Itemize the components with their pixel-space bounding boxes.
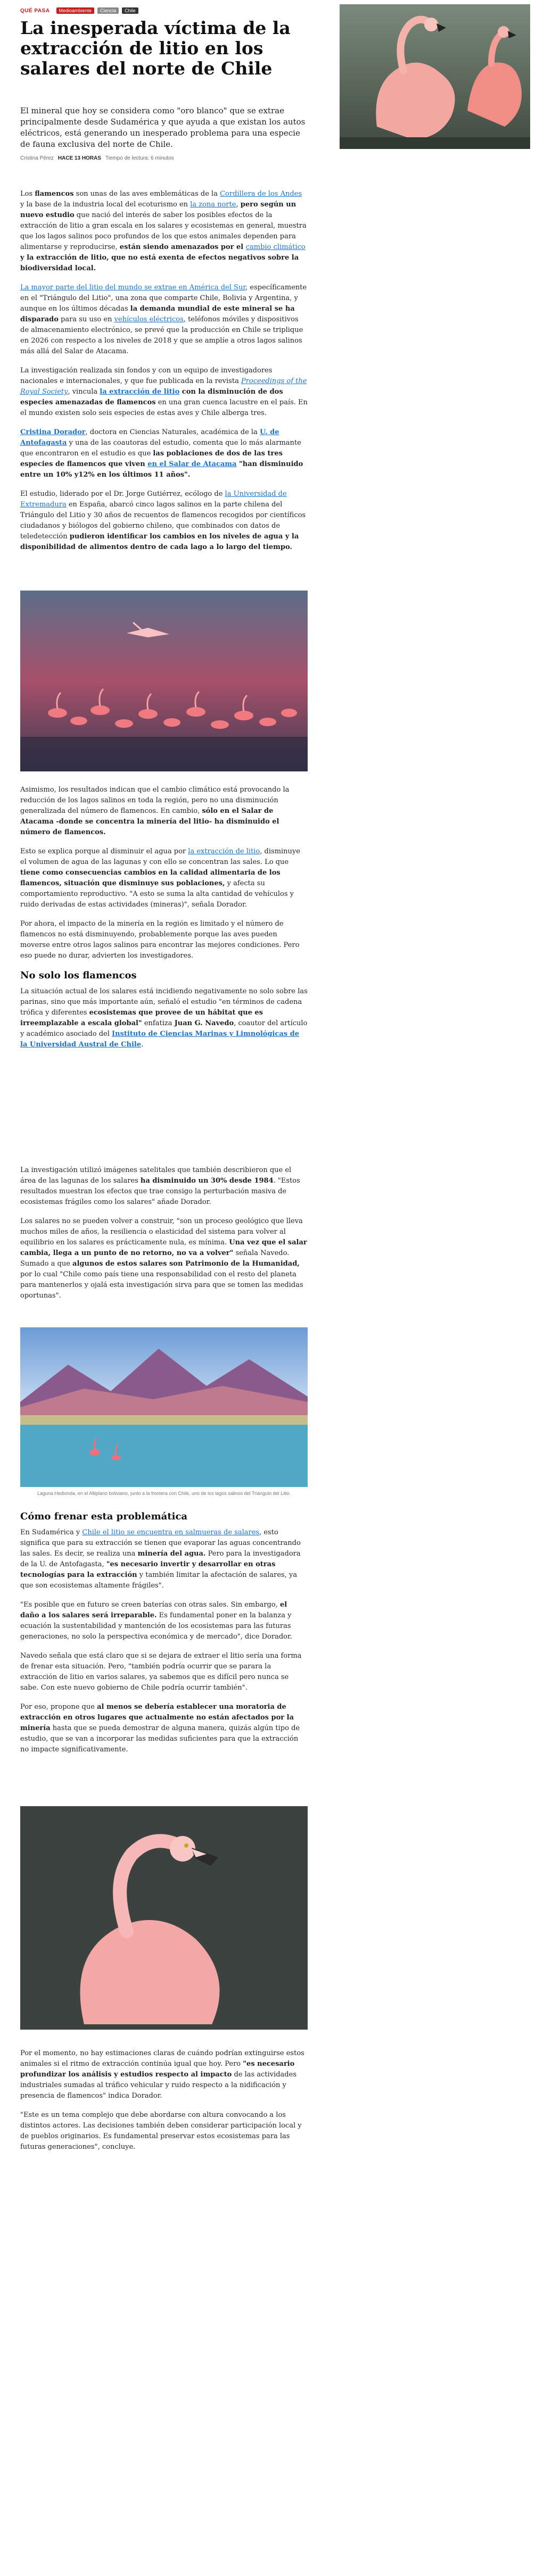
text-run: , doctora en Ciencias Naturales, académica de la — [85, 428, 260, 436]
text-run: Juan G. Navedo — [174, 1019, 234, 1027]
text-run: enfatiza — [142, 1019, 175, 1027]
text-run: y una de las coautoras del estudio, comenta que lo más alarmante que encontraron en el estudio es que — [20, 439, 301, 458]
inline-link[interactable]: vehículos eléctricos — [114, 315, 184, 323]
text-run: en España, abarcó cinco lagos salinos en la parte chilena del Triángulo del Litio y 30 años de recuentos de flamencos recogidos por científicos ciudadanos y biólogos del gobierno chileno, que combinados con datos de teledetección — [20, 501, 306, 541]
inline-link[interactable]: U. de Antofagasta — [20, 428, 279, 447]
text-run: la demanda mundial de este mineral se ha disparado — [20, 305, 295, 323]
text-run: en una gran cuenca lacustre en el país. En el mundo existen solo seis especies de estas aves y Chile alberga tres. — [20, 398, 308, 417]
text-run: "es necesario invertir y desarrollar en otras tecnologías para la extracción — [20, 1560, 276, 1579]
text-run: Por eso, propone que — [20, 1703, 97, 1711]
paragraph — [20, 1165, 308, 1208]
text-run: son unas de las aves emblemáticas de la — [73, 190, 220, 198]
inline-link[interactable]: la Universidad de Extremadura — [20, 490, 287, 509]
article-lead: El mineral que hoy se considera como "oro blanco" que se extrae principalmente desde Sudamérica y que ayuda a que existan los autos eléctricos, está generando un inesperado problema para una especie de fauna exclusiva del norte de Chile. — [20, 106, 306, 149]
inline-link[interactable]: Chile el litio se encuentra en salmueras de salares — [82, 1528, 260, 1536]
article-body-3 — [20, 1165, 308, 1310]
text-run: flamencos — [35, 190, 74, 198]
text-run: ha disminuido un 30% desde 1984 — [140, 1177, 274, 1185]
text-run: "es necesario profundizar los análisis y estudios respecto al impacto — [20, 2060, 295, 2079]
text-run: y también limitar la afectación de salares, ya que son ecosistemas altamente frágiles". — [20, 1571, 298, 1590]
text-run: , esto significa que para su extracción se tienen que evaporar las aguas concentrando las sales. Es decir, se realiza una — [20, 1528, 301, 1558]
text-run: El estudio, liderado por el Dr. Jorge Gutiérrez, ecólogo de — [20, 490, 225, 498]
text-run: Es fundamental poner en la balanza y ecuación la sustentabilidad y mantención de los ecosistemas para las futuras generaciones, no solo la perspectiva económica y de mercado", dice Dorador. — [20, 1611, 292, 1641]
paragraph — [20, 2048, 308, 2101]
text-run: . — [141, 1041, 144, 1049]
text-run: . "Estos resultados muestran los efectos que trae consigo la perturbación masiva de ecosistemas frágiles como los salares" añade Dorador. — [20, 1177, 300, 1206]
text-run: por lo cual "Chile como país tiene una responsabilidad con el resto del planeta para mantenerlos y ojalá esta investigación sirva para que se tomen las medidas oportunas". — [20, 1270, 303, 1300]
text-run: , vincula — [68, 388, 100, 396]
section-link[interactable]: QUÉ PASA — [20, 7, 50, 14]
text-run: "Este es un tema complejo que debe abordarse con altura convocando a los distintos actores. Las decisiones también deben considerar participación local y de pueblos originarios. Es fundamental preservar estos ecosistemas para las futuras generaciones", concluye. — [20, 2111, 302, 2151]
inline-link[interactable]: la extracción de litio — [100, 388, 180, 396]
text-run: , disminuye el volumen de agua de las lagunas y con ello se concentran las sales. Lo que — [20, 847, 300, 866]
flamingo-flock-image — [20, 591, 308, 771]
article-body-4 — [20, 1511, 308, 1764]
laguna-landscape-image — [20, 1327, 308, 1487]
reading-time: Tiempo de lectura: 6 minutos — [105, 155, 174, 161]
text-run: sólo en el Salar de Atacama -donde se concentra la minería del litio- ha disminuido el número de flamencos. — [20, 807, 279, 836]
paragraph — [20, 1702, 308, 1755]
paragraph — [20, 1216, 308, 1301]
inline-link[interactable]: La mayor parte del litio del mundo se extrae en América del Sur — [20, 284, 246, 292]
text-run: minería del agua. — [137, 1550, 206, 1558]
publish-time: HACE 13 HORAS — [57, 155, 101, 161]
tag-chip[interactable]: Chile — [122, 7, 138, 14]
text-run: al menos se debería establecer una moratoria de extracción en otros lugares que actualmente no están afectados por la minería — [20, 1703, 294, 1732]
paragraph — [20, 846, 308, 910]
text-run: con la disminución de dos especies amenazadas de flamencos — [20, 388, 283, 406]
text-run: Por ahora, el impacto de la minería en la región es limitado y el número de flamencos no está disminuyendo, probablemente porque las aves pueden moverse entre otros lagos salinos para encontrar las mejores condiciones. Pero eso puede no durar, advierten los investigadores. — [20, 920, 300, 960]
text-run: En Sudamérica y — [20, 1528, 83, 1536]
paragraph — [20, 1527, 308, 1591]
text-run: Esto se explica porque al disminuir el agua por — [20, 847, 188, 855]
subheading: Cómo frenar esta problemática — [20, 1511, 188, 1522]
inline-link[interactable]: en el Salar de Atacama — [147, 460, 237, 468]
text-run: , coautor del artículo y académico asociado del — [20, 1019, 308, 1038]
author-name[interactable]: Cristina Pérez — [20, 155, 54, 161]
article-body-1 — [20, 189, 308, 561]
text-run: y la extracción de litio, que no está exenta de efectos negativos sobre la biodiversidad local. — [20, 254, 299, 272]
text-run: Una vez que el salar cambia, llega a un punto de no retorno, no va a volver" — [20, 1239, 307, 1257]
tag-chip[interactable]: Medioambiente — [56, 7, 95, 14]
tag-chip[interactable]: Ciencia — [97, 7, 119, 14]
text-run: ecosistemas que provee de un hábitat que es irreemplazable a escala global" — [20, 1009, 263, 1027]
text-run: de las actividades industriales sumadas al tráfico vehicular y ruido respecto a la nidificación y presencia de flamencos" indica Dorador. — [20, 2071, 296, 2100]
paragraph — [20, 427, 308, 480]
inline-link[interactable]: cambio climático — [245, 243, 306, 251]
text-run: el daño a los salares será irreparable. — [20, 1601, 287, 1619]
paragraph — [20, 785, 308, 838]
inline-link[interactable]: la extracción de litio — [188, 847, 260, 855]
flamingo-portrait-image — [20, 1806, 308, 2030]
text-run: están siendo amenazados por el — [119, 243, 246, 251]
paragraph — [20, 986, 308, 1050]
text-run: Pero para la investigadora de la U. de Antofagasta, — [20, 1550, 301, 1568]
paragraph — [20, 282, 308, 357]
text-run: y afecta su comportamiento reproductivo. "A esto se suma la alta cantidad de vehículos y ruido derivadas de estas actividades (mineras)", señala Dorador. — [20, 879, 294, 909]
text-run: , específicamente en el "Triángulo del Litio", una zona que comparte Chile, Bolivia y Argentina, y aunque en los últimos décadas — [20, 284, 307, 313]
inline-link[interactable]: la zona norte — [190, 201, 236, 209]
text-run: La investigación utilizó imágenes satelitales que también describieron que el área de las lagunas de los salares — [20, 1166, 292, 1185]
inline-link[interactable]: Instituto de Ciencias Marinas y Limnológicas de la Universidad Austral de Chile — [20, 1030, 300, 1049]
inline-link[interactable]: Proceedings of the Royal Society — [20, 377, 307, 396]
text-run: que nació del interés de saber los posibles efectos de la extracción de litio a gran escala en los salares y ecosistemas en general, muestra que los lagos salinos poco profundos de los que estos animales dependen para alimentarse y reproducirse, — [20, 211, 307, 251]
text-run: señala Navedo. Sumado a que — [20, 1249, 290, 1268]
image-caption: Laguna Hedionda, en el Altiplano boliviano, junto a la frontera con Chile, uno de los lagos salinos del Triángulo del Litio. — [37, 1491, 291, 1496]
paragraph — [20, 919, 308, 961]
section-bar — [20, 6, 318, 15]
hero-image — [340, 4, 530, 149]
paragraph — [20, 489, 308, 553]
inline-link[interactable]: Cordillera de los Andes — [220, 190, 302, 198]
paragraph — [20, 1600, 308, 1642]
text-run: Los salares no se pueden volver a construir, "son un proceso geológico que lleva muchos miles de años, la resiliencia o elasticidad del sistema para volver al equilibrio en los salares es prácticamente nula, es mínima. — [20, 1217, 303, 1247]
text-run: hasta que se pueda demostrar de alguna manera, quizás algún tipo de estudio, que se van a incorporar las medidas suficientes para que la extracción no impacte significativamente. — [20, 1724, 300, 1754]
paragraph — [20, 2110, 308, 2153]
paragraph — [20, 1651, 308, 1693]
text-run: Por el momento, no hay estimaciones claras de cuándo podrían extinguirse estos animales si el ritmo de extracción continúa igual que hoy. Pero — [20, 2049, 304, 2068]
text-run: "Es posible que en futuro se creen baterías con otras sales. Sin embargo, — [20, 1601, 280, 1609]
paragraph — [20, 189, 308, 274]
article-title: La inesperada víctima de la extracción de litio en los salares del norte de Chile — [20, 18, 291, 79]
text-run: algunos de estos salares son Patrimonio de la Humanidad, — [72, 1260, 300, 1268]
text-run: pero según un nuevo estudio — [20, 201, 296, 219]
text-run: Los — [20, 190, 35, 198]
text-run: tiene como consecuencias cambios en la calidad alimentaria de los flamencos, situación que disminuye sus poblaciones, — [20, 869, 281, 887]
text-run: las poblaciones de dos de las tres especies de flamencos que viven — [20, 450, 283, 468]
text-run: pudieron identificar los cambios en los niveles de agua y la disponibilidad de alimentos dentro de cada lago a lo largo del tiempo. — [20, 533, 299, 551]
text-run: para su uso en — [58, 315, 114, 323]
byline — [20, 155, 318, 161]
text-run: "han disminuido entre un 10% y12% en los últimos 11 años". — [20, 460, 303, 479]
text-run: , teléfonos móviles y dispositivos de almacenamiento electrónico, se prevé que la producción en Chile se triplique en 2026 con respecto a los niveles de 2018 y que se amplíe a otros lagos salinos más allá del Salar de Atacama. — [20, 315, 303, 355]
text-run: , — [236, 201, 241, 209]
text-run: y la base de la industria local del ecoturismo en — [20, 201, 191, 209]
article-body-2 — [20, 785, 308, 1059]
paragraph — [20, 365, 308, 419]
inline-link[interactable]: Cristina Dorador — [20, 428, 86, 436]
text-run: La situación actual de los salares está incidiendo negativamente no solo sobre las parinas, sino que más importante aún, señaló el estudio "en términos de cadena trófica y diferentes — [20, 987, 308, 1017]
text-run: Navedo señala que está claro que si se dejara de extraer el litio sería una forma de frenar esta situación. Pero, "también podría ocurrir que se parara la extracción de litio en varios salares, ya sabemos que es difícil pero nunca se sabe. Con este nuevo gobierno de Chile podría ocurrir también". — [20, 1652, 302, 1692]
subheading: No solo los flamencos — [20, 970, 137, 981]
article-body-5 — [20, 2048, 308, 2161]
text-run: Asimismo, los resultados indican que el cambio climático está provocando la reducción de los lagos salinos en toda la región, pero no una disminución generalizada del número de flamencos. En cambio, — [20, 786, 290, 815]
text-run: La investigación realizada sin fondos y con un equipo de investigadores nacionales e internacionales, y que fue publicada en la revista — [20, 367, 273, 385]
